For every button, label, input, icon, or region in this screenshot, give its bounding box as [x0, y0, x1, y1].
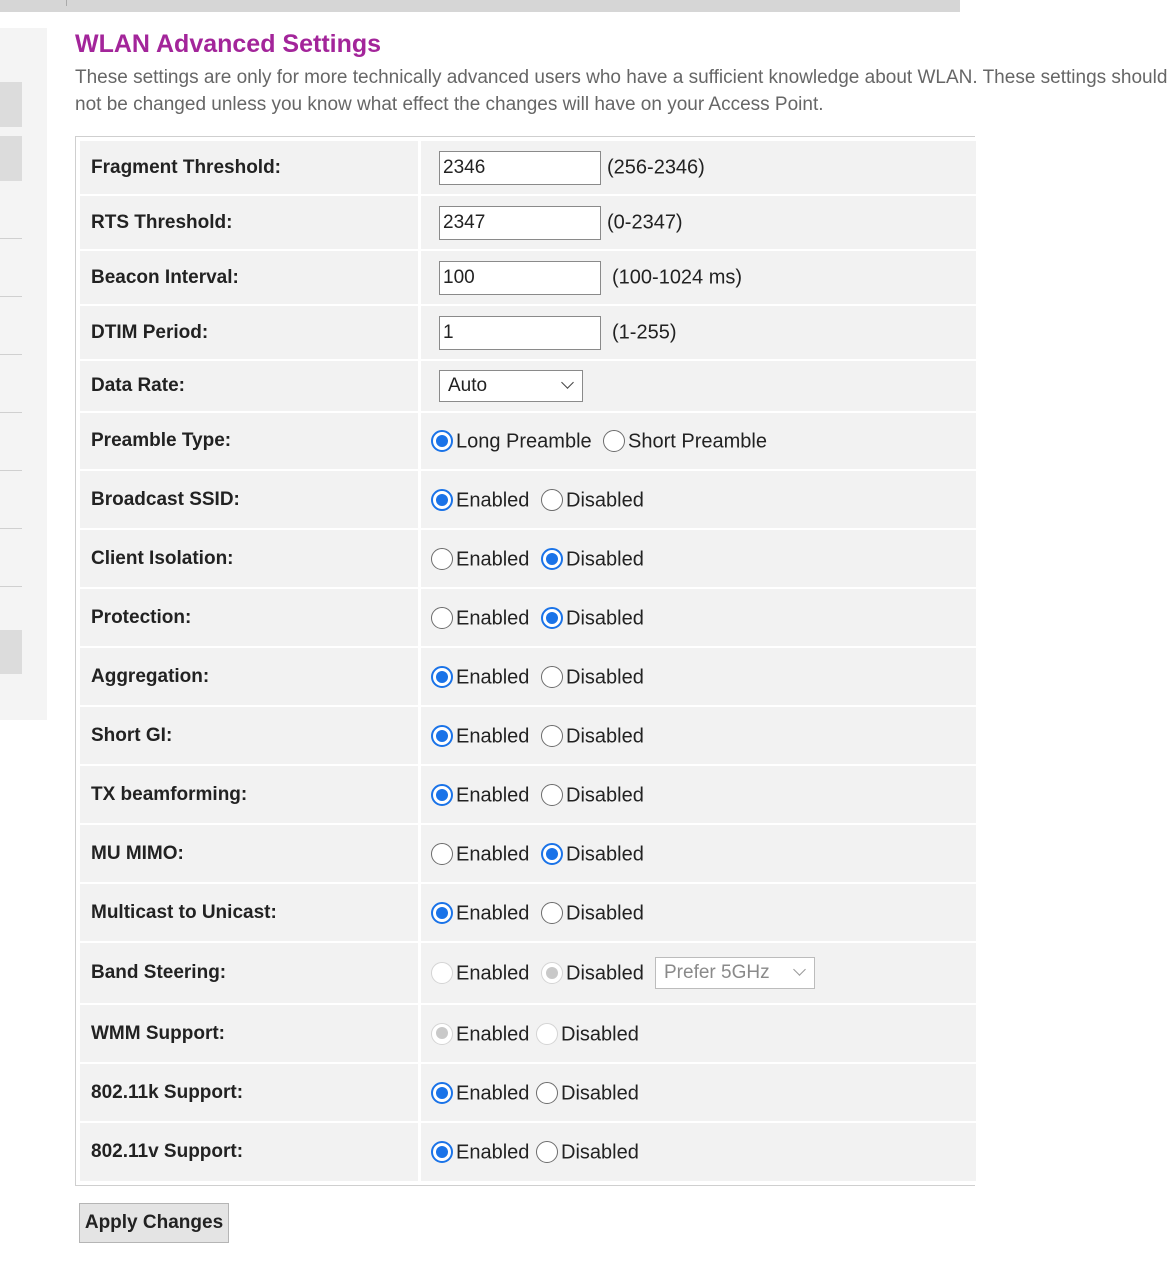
value-cell [421, 943, 976, 1003]
sidebar-divider [0, 296, 22, 297]
label-cell [80, 707, 418, 764]
value-cell [421, 884, 976, 941]
row-fragment-threshold [80, 141, 976, 194]
value-cell [421, 1064, 976, 1121]
radio-label: Disabled [561, 1081, 639, 1104]
value-cell [421, 1005, 976, 1062]
80211v-enabled-radio[interactable] [431, 1141, 453, 1163]
field-label: Data Rate: [91, 375, 185, 396]
data-rate-selected: Auto [448, 375, 488, 396]
sidebar-divider [0, 586, 22, 587]
label-cell [80, 196, 418, 249]
top-bar [0, 0, 960, 12]
sidebar-divider [0, 528, 22, 529]
mu-mimo-enabled-radio[interactable] [431, 843, 453, 865]
field-label: 802.11k Support: [91, 1081, 244, 1103]
wmm-disabled-radio[interactable] [536, 1023, 558, 1045]
wmm-enabled-radio[interactable] [431, 1023, 453, 1045]
radio-label: Enabled [456, 962, 530, 985]
sidebar-item[interactable] [0, 136, 22, 181]
sidebar-divider [0, 470, 22, 471]
band-steering-disabled-radio[interactable] [541, 962, 563, 984]
value-cell [421, 707, 976, 764]
field-label: TX beamforming: [91, 783, 248, 805]
value-cell [421, 413, 976, 469]
field-label: DTIM Period: [91, 321, 209, 343]
preamble-short-radio[interactable] [603, 430, 625, 452]
top-bar-divider [66, 0, 67, 6]
radio-label: Disabled [561, 1022, 639, 1045]
preamble-long-radio[interactable] [431, 430, 453, 452]
field-label: Broadcast SSID: [91, 488, 240, 510]
field-label: MU MIMO: [91, 842, 184, 864]
range-hint: (256-2346) [607, 156, 705, 178]
radio-label: Disabled [566, 488, 644, 511]
radio-label: Enabled [456, 665, 530, 688]
field-label: RTS Threshold: [91, 211, 233, 233]
page-description [75, 64, 1167, 118]
row-wmm-support [80, 1005, 976, 1062]
radio-label: Long Preamble [456, 430, 592, 453]
tx-beamforming-disabled-radio[interactable] [541, 784, 563, 806]
radio-label: Enabled [456, 1141, 530, 1164]
radio-label: Disabled [566, 962, 644, 985]
value-cell [421, 196, 976, 249]
client-isolation-disabled-radio[interactable] [541, 548, 563, 570]
radio-label: Disabled [566, 901, 644, 924]
field-label: Fragment Threshold: [91, 156, 282, 178]
label-cell [80, 530, 418, 587]
field-label: 802.11v Support: [91, 1141, 244, 1162]
protection-enabled-radio[interactable] [431, 607, 453, 629]
row-short-gi [80, 707, 976, 764]
radio-label: Disabled [566, 665, 644, 688]
field-label: WMM Support: [91, 1022, 226, 1044]
chevron-down-icon [793, 963, 806, 976]
label-cell [80, 251, 418, 304]
row-80211v-support [80, 1123, 976, 1181]
radio-label: Enabled [456, 606, 530, 629]
field-label: Client Isolation: [91, 547, 234, 569]
radio-label: Enabled [456, 724, 530, 747]
radio-label: Enabled [456, 1022, 530, 1045]
label-cell [80, 1064, 418, 1121]
row-client-isolation [80, 530, 976, 587]
field-label: Preamble Type: [91, 430, 232, 451]
radio-label: Short Preamble [628, 430, 767, 453]
description-line: not be changed unless you know what effect the changes will have on your Access Point. [75, 94, 824, 115]
sidebar-divider [0, 354, 22, 355]
band-steering-preference-select[interactable] [655, 957, 815, 989]
radio-label: Disabled [566, 783, 644, 806]
page-title: WLAN Advanced Settings [75, 30, 382, 58]
label-cell [80, 361, 418, 411]
row-protection [80, 589, 976, 646]
range-hint: (0-2347) [607, 211, 683, 233]
label-cell [80, 413, 418, 469]
row-80211k-support [80, 1064, 976, 1121]
radio-label: Enabled [456, 488, 530, 511]
row-beacon-interval [80, 251, 976, 304]
label-cell [80, 943, 418, 1003]
description-line: These settings are only for more technically advanced users who have a sufficient knowledge about WLAN. These settings should [75, 67, 1167, 88]
client-isolation-enabled-radio[interactable] [431, 548, 453, 570]
label-cell [80, 471, 418, 528]
dtim-period-input[interactable] [439, 316, 601, 350]
value-cell [421, 530, 976, 587]
label-cell [80, 825, 418, 882]
radio-label: Disabled [566, 724, 644, 747]
aggregation-enabled-radio[interactable] [431, 666, 453, 688]
rts-threshold-input[interactable] [439, 206, 601, 240]
short-gi-disabled-radio[interactable] [541, 725, 563, 747]
row-preamble-type [80, 413, 976, 469]
label-cell [80, 1123, 418, 1181]
value-cell [421, 361, 976, 411]
row-band-steering [80, 943, 976, 1003]
radio-label: Disabled [566, 842, 644, 865]
sidebar-item[interactable] [0, 82, 22, 127]
80211k-enabled-radio[interactable] [431, 1082, 453, 1104]
short-gi-enabled-radio[interactable] [431, 725, 453, 747]
mu-mimo-disabled-radio[interactable] [541, 843, 563, 865]
band-steering-enabled-radio[interactable] [431, 962, 453, 984]
row-data-rate [80, 361, 976, 411]
range-hint: (100-1024 ms) [612, 266, 743, 288]
value-cell [421, 766, 976, 823]
radio-label: Enabled [456, 547, 530, 570]
tx-beamforming-enabled-radio[interactable] [431, 784, 453, 806]
chevron-down-icon [561, 376, 574, 389]
label-cell [80, 306, 418, 359]
range-hint: (1-255) [612, 321, 677, 343]
sidebar-item[interactable] [0, 630, 22, 674]
protection-disabled-radio[interactable] [541, 607, 563, 629]
field-label: Short GI: [91, 724, 173, 746]
row-tx-beamforming [80, 766, 976, 823]
beacon-interval-input[interactable] [439, 261, 601, 295]
radio-label: Disabled [566, 606, 644, 629]
label-cell [80, 648, 418, 705]
aggregation-disabled-radio[interactable] [541, 666, 563, 688]
value-cell [421, 471, 976, 528]
row-dtim-period [80, 306, 976, 359]
radio-label: Disabled [566, 547, 644, 570]
radio-label: Enabled [456, 842, 530, 865]
row-broadcast-ssid [80, 471, 976, 528]
radio-label: Enabled [456, 1081, 530, 1104]
field-label: Band Steering: [91, 962, 227, 983]
multicast-disabled-radio[interactable] [541, 902, 563, 924]
field-label: Protection: [91, 606, 192, 628]
radio-label: Enabled [456, 901, 530, 924]
field-label: Aggregation: [91, 665, 210, 687]
radio-label: Disabled [561, 1141, 639, 1164]
value-cell [421, 251, 976, 304]
fragment-threshold-input[interactable] [439, 151, 601, 185]
multicast-enabled-radio[interactable] [431, 902, 453, 924]
80211k-disabled-radio[interactable] [536, 1082, 558, 1104]
band-steering-preference-selected: Prefer 5GHz [664, 962, 770, 983]
sidebar-divider [0, 412, 22, 413]
apply-changes-button[interactable]: Apply Changes [79, 1203, 229, 1243]
data-rate-select[interactable] [439, 370, 583, 402]
label-cell [80, 1005, 418, 1062]
80211v-disabled-radio[interactable] [536, 1141, 558, 1163]
value-cell [421, 1123, 976, 1181]
label-cell [80, 141, 418, 194]
value-cell [421, 825, 976, 882]
row-rts-threshold [80, 196, 976, 249]
row-aggregation [80, 648, 976, 705]
settings-table [75, 136, 975, 1186]
label-cell [80, 589, 418, 646]
broadcast-ssid-disabled-radio[interactable] [541, 489, 563, 511]
value-cell [421, 306, 976, 359]
broadcast-ssid-enabled-radio[interactable] [431, 489, 453, 511]
radio-label: Enabled [456, 783, 530, 806]
value-cell [421, 141, 976, 194]
sidebar-divider [0, 238, 22, 239]
row-mu-mimo [80, 825, 976, 882]
label-cell [80, 884, 418, 941]
label-cell [80, 766, 418, 823]
row-multicast-to-unicast [80, 884, 976, 941]
value-cell [421, 589, 976, 646]
sidebar [0, 28, 47, 720]
value-cell [421, 648, 976, 705]
field-label: Beacon Interval: [91, 266, 239, 288]
field-label: Multicast to Unicast: [91, 901, 277, 923]
